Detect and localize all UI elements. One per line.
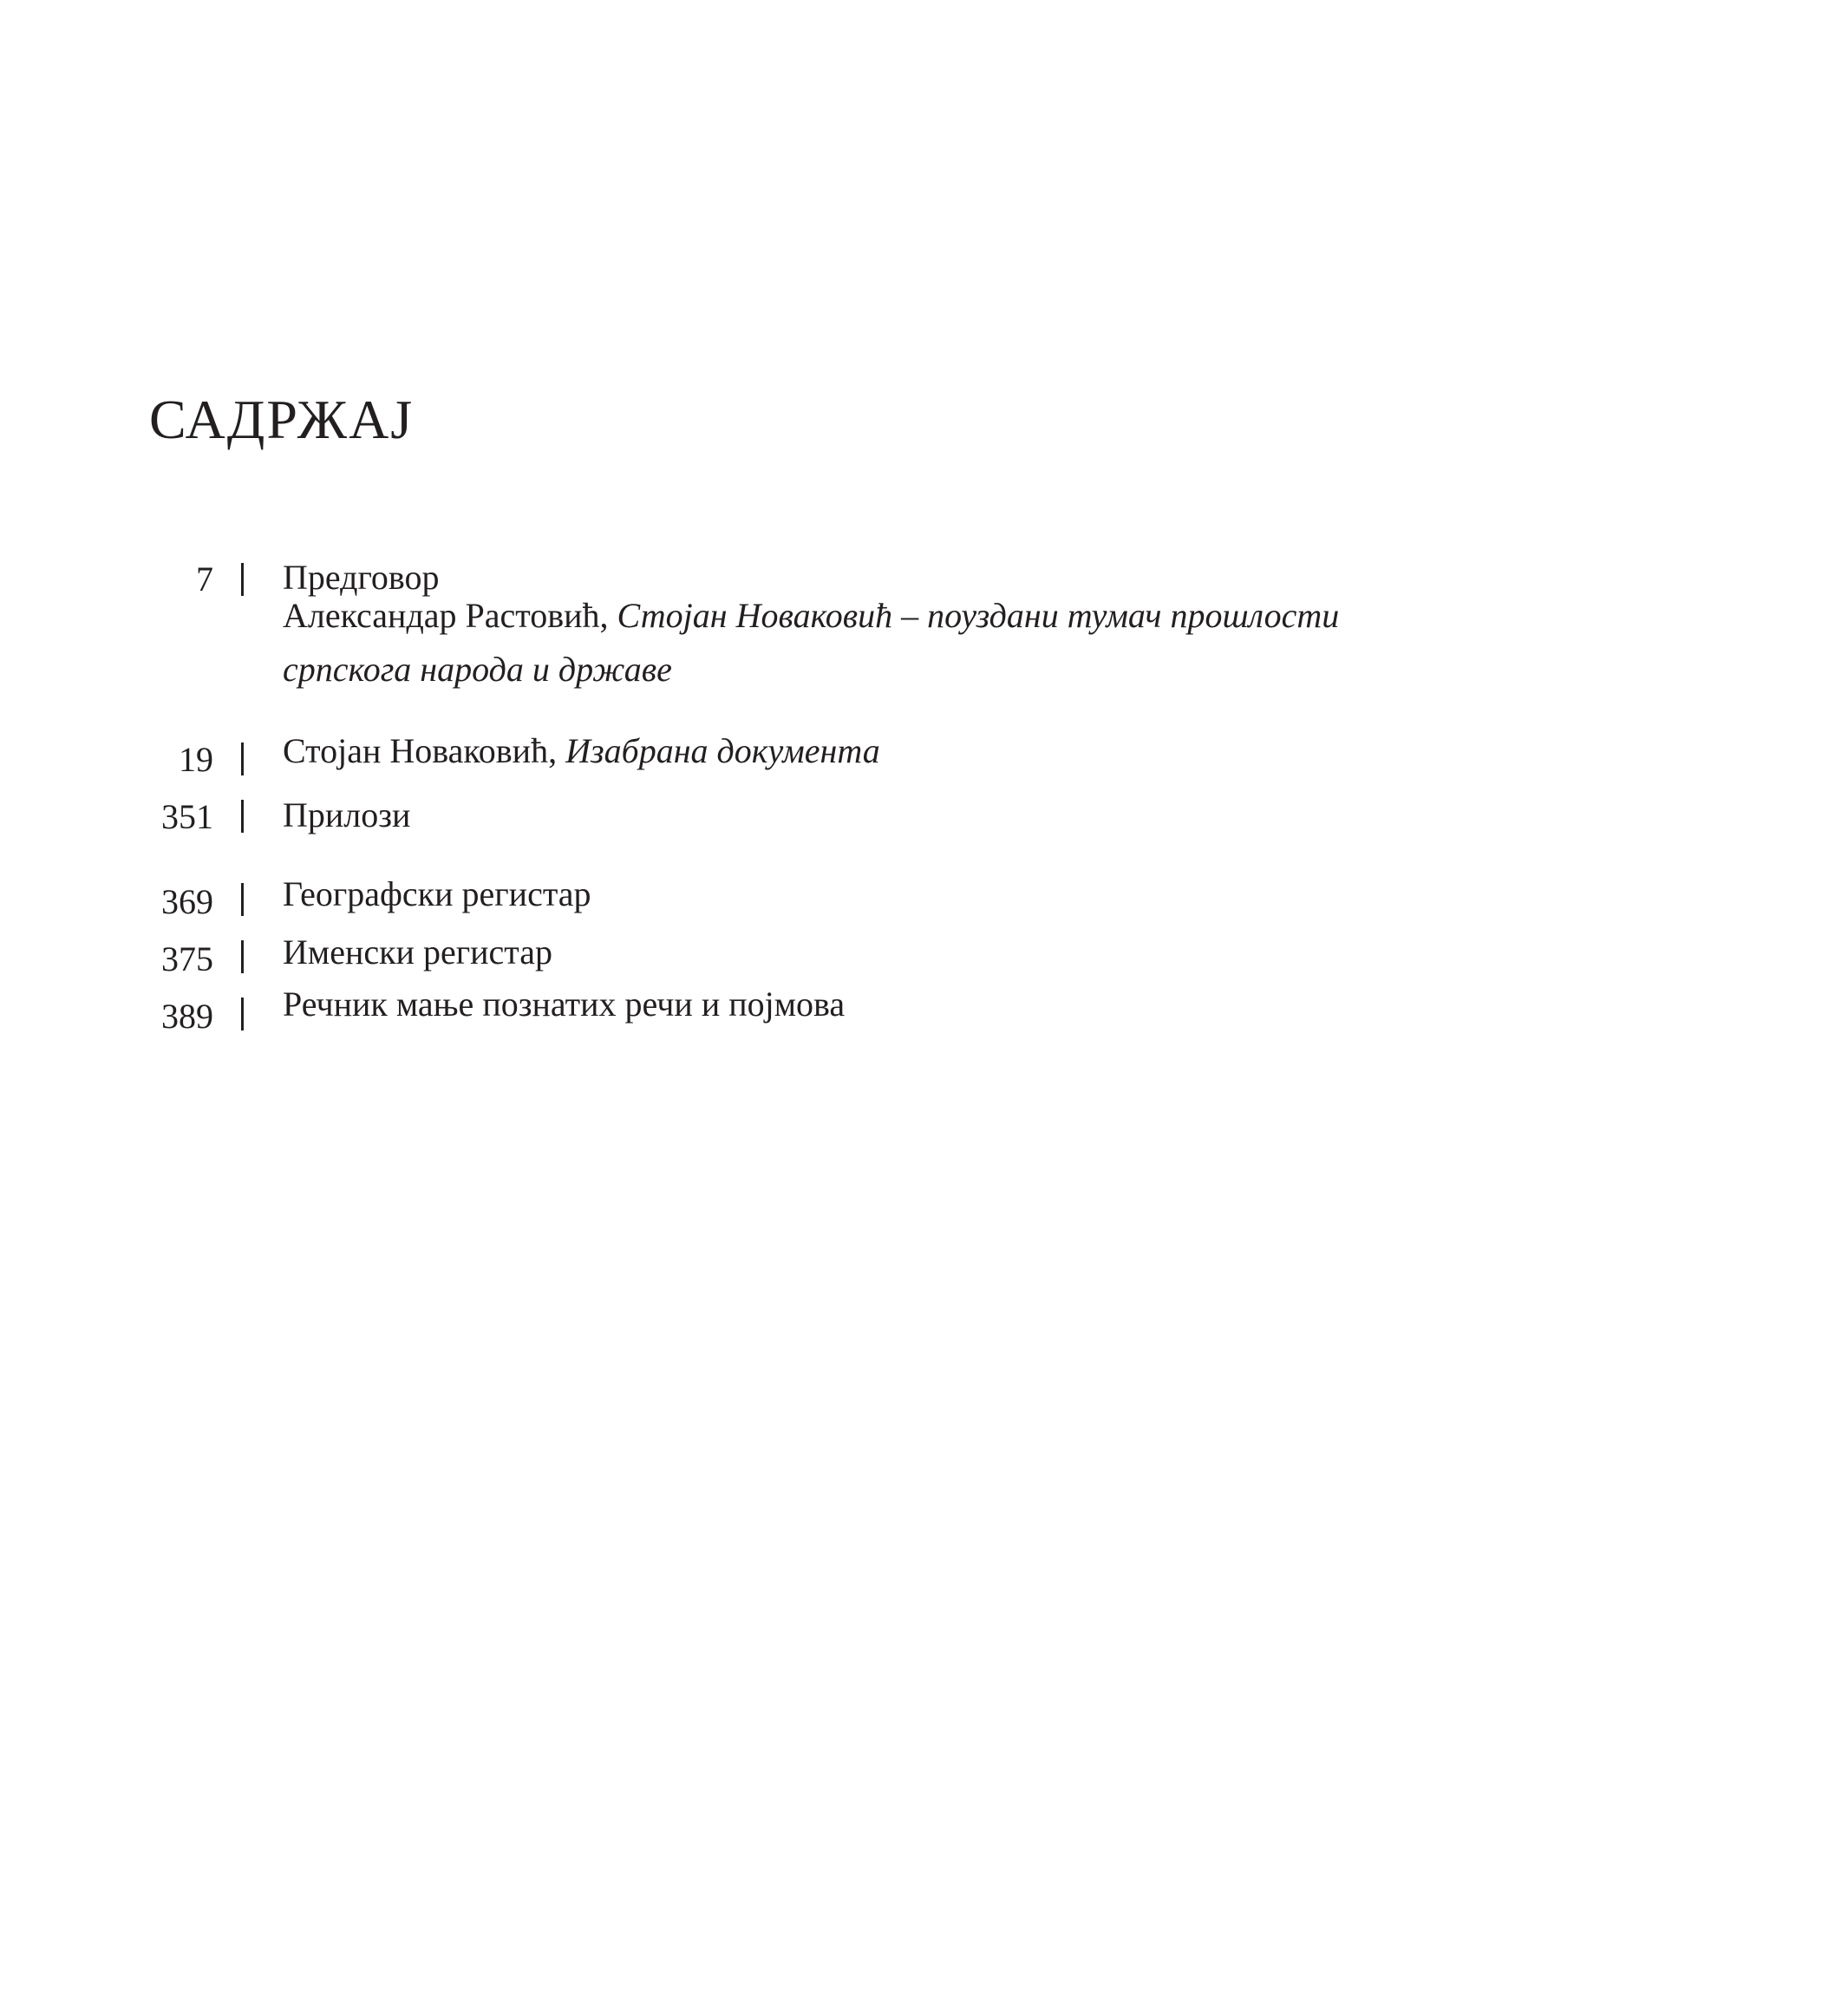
toc-separator: [241, 883, 244, 916]
toc-title-text: Именски регистар: [283, 932, 552, 972]
toc-separator: [241, 998, 244, 1030]
toc-page-number: 375: [161, 939, 213, 978]
toc-title-line: [283, 560, 440, 595]
toc-title-line: [283, 731, 880, 770]
toc-author-text: Александар Растовић,: [283, 596, 617, 635]
toc-title-line: [283, 596, 1340, 635]
page-title: САДРЖАЈ: [149, 389, 415, 450]
toc-title-line: [283, 932, 552, 972]
toc-separator: [241, 940, 244, 973]
toc-title-line: [283, 987, 845, 1022]
toc-author-text: Стојан Новаковић,: [283, 731, 566, 770]
toc-italic-title: српскога народа и државе: [283, 650, 672, 689]
toc-page-number: 351: [161, 797, 213, 836]
toc-title-text: Речник мање познатих речи и појмова: [283, 985, 846, 1024]
toc-separator: [241, 800, 244, 833]
toc-title-text: Географски регистар: [283, 874, 591, 913]
toc-page-number: 369: [161, 882, 213, 921]
toc-title-text: Прилози: [283, 795, 411, 834]
toc-title-line: [283, 874, 591, 913]
toc-page-number: 19: [179, 740, 213, 779]
toc-italic-title: Изабрана документа: [565, 731, 880, 770]
toc-separator: [241, 563, 244, 596]
toc-italic-title: Стојан Новаковић – поуздани тумач прошлости: [617, 596, 1340, 635]
toc-title-line: [283, 795, 411, 834]
toc-page-number: 389: [161, 997, 213, 1036]
toc-title-line: [283, 652, 672, 687]
toc-title-text: Предговор: [283, 558, 440, 597]
toc-page-number: 7: [196, 559, 213, 599]
toc-separator: [241, 743, 244, 775]
